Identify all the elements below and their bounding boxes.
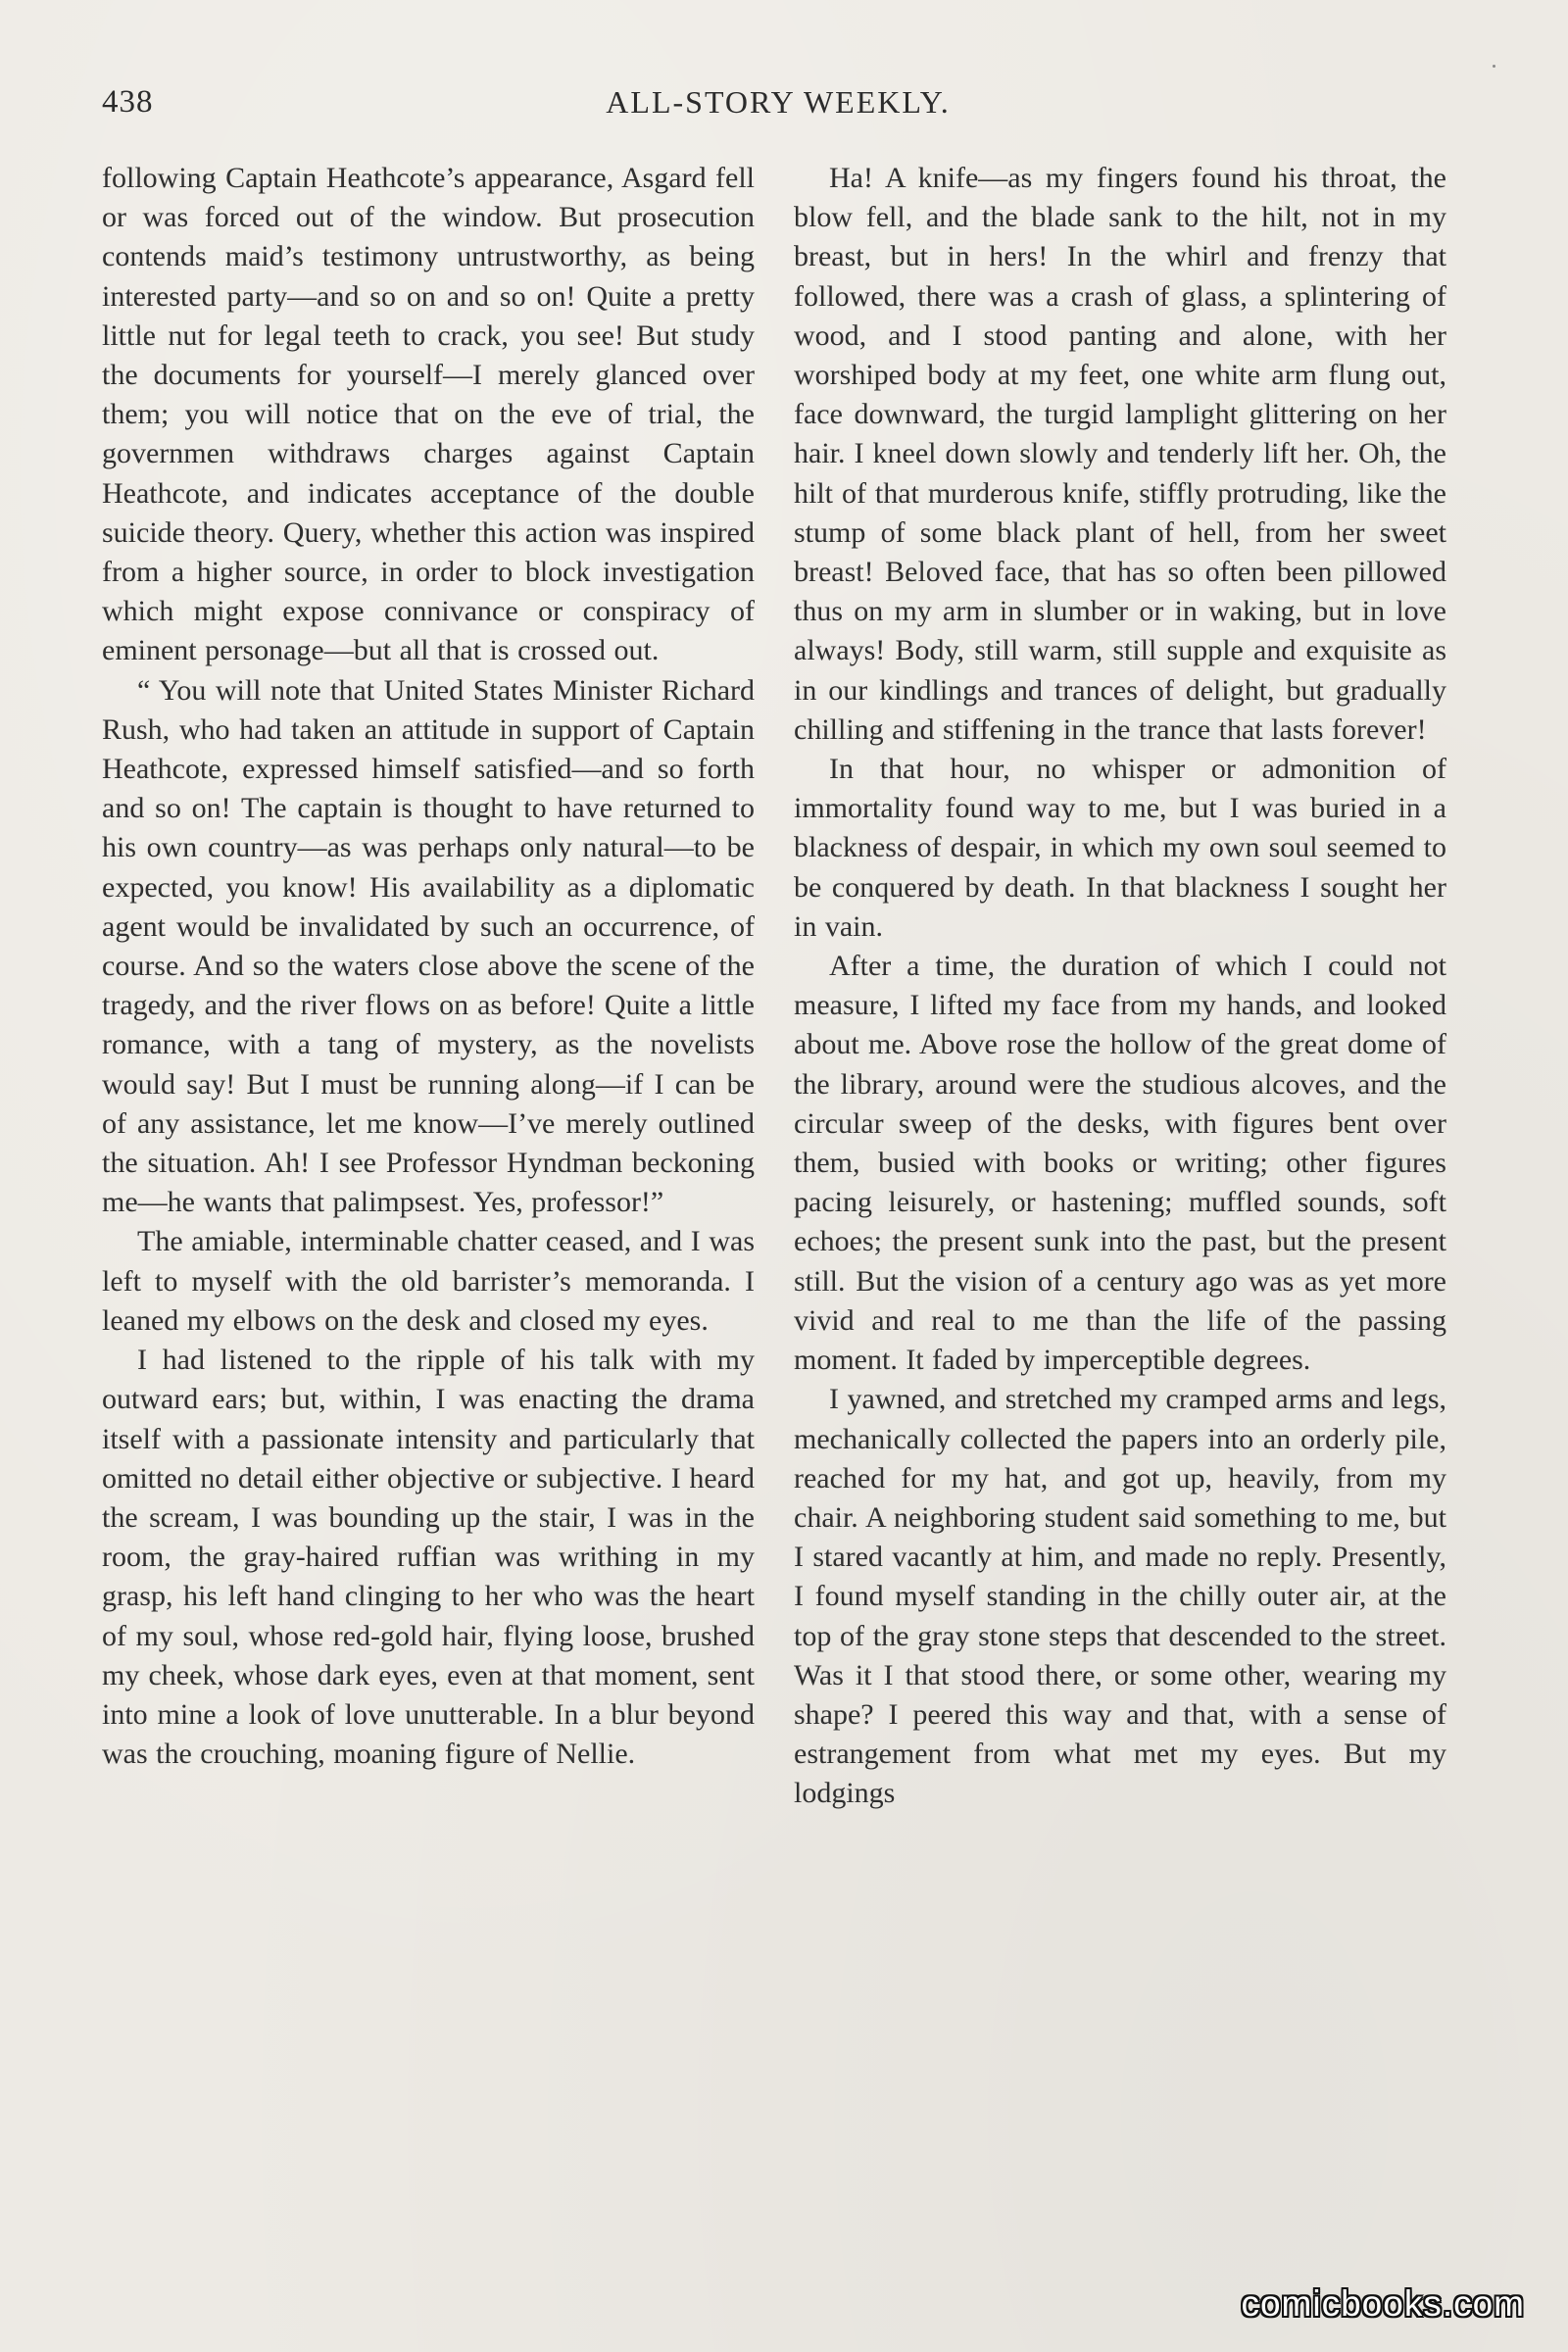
paragraph: following Captain Heathcote’s appearance, Asgard fell or was forced out of the window. But prosecution contends maid’s testimony untrustworthy, as being interested party—and so on and so on! Quite a pretty little nut for legal teeth to crack, you see! But study the documents for yourself—I merely glanced over them; you will notice that on the eve of trial, the governmen withdraws charges against Captain Heathcote, and indicates acceptance of the double suicide theory. Query, whether this action was inspired from a higher source, in order to block investigation which might expose connivance or conspiracy of eminent personage—but all that is crossed out. [102,162,755,667]
paragraph: Ha! A knife—as my fingers found his throat, the blow fell, and the blade sank to the hilt, not in my breast, but in hers! In the whirl and frenzy that followed, there was a crash of glass, a splintering of wood, and I stood panting and alone, with her worshiped body at my feet, one white arm flung out, face downward, the turgid lamplight glittering on her hair. I kneel down slowly and tenderly lift her. Oh, the hilt of that murderous knife, stiffly protruding, like the stump of some black plant of hell, from her sweet breast! Beloved face, that has so often been pillowed thus on my arm in slumber or in waking, but in love always! Body, still warm, still supple and exquisite as in our kindlings and trances of delight, but gradually chilling and stiffening in the trance that lasts forever! [794,162,1446,746]
left-column [102,159,755,1774]
right-column [794,159,1446,1814]
paragraph: In that hour, no whisper or admonition of immortality found way to me, but I was buried in a blackness of despair, in which my own soul seemed to be conquered by death. In that blackness I sought her in vain. [794,753,1446,943]
paragraph: “ You will note that United States Minister Richard Rush, who had taken an attitude in support of Captain Heathcote, expressed himself satisfied—and so forth and so on! The captain is thought to have returned to his own country—as was perhaps only natural—to be expected, you know! His availability as a diplomatic agent would be invalidated by such an occurrence, of course. And so the waters close above the scene of the tragedy, and the river flows on as before! Quite a little romance, with a tang of mystery, as the novelists would say! But I must be running along—if I can be of any assistance, let me know—I’ve merely outlined the situation. Ah! I see Professor Hyndman beckoning me—he wants that palimpsest. Yes, professor!” [102,673,755,1219]
paragraph: I had listened to the ripple of his talk with my outward ears; but, within, I was enacting the drama itself with a passionate intensity and particularly that omitted no detail either objective or subjective. I heard the scream, I was bounding up the stair, I was in the room, the gray-haired ruffian was writhing in my grasp, his left hand clinging to her who was the heart of my soul, whose red-gold hair, flying loose, brushed my cheek, whose dark eyes, even at that moment, sent into mine a look of love unutterable. In a blur beyond was the crouching, moaning figure of Nellie. [102,1344,755,1771]
paper-speck [1493,65,1495,68]
running-title: ALL-STORY WEEKLY. [606,84,951,120]
paragraph: After a time, the duration of which I could not measure, I lifted my face from my hands, and looked about me. Above rose the hollow of the great dome of the library, around were the studious alcoves, and the circular sweep of the desks, with figures bent over them, busied with books or writing; other figures pacing leisurely, or hastening; muffled sounds, soft echoes; the present sunk into the past, but the present still. But the vision of a century ago was as yet more vivid and real to me than the life of the passing moment. It faded by imperceptible degrees. [794,950,1446,1377]
page-number: 438 [102,84,154,120]
paragraph: I yawned, and stretched my cramped arms and legs, mechanically collected the papers into an orderly pile, reached for my hat, and got up, heavily, from my chair. A neighboring student said something to me, but I stared vacantly at him, and made no reply. Presently, I found myself standing in the chilly outer air, at the top of the gray stone steps that descended to the street. Was it I that stood there, or some other, wearing my shape? I peered this way and that, with a sense of estrangement from what met my eyes. But my lodgings [794,1383,1446,1810]
page-header [102,84,1454,139]
watermark-logo: comicbooks.com [1241,2283,1525,2324]
paragraph: The amiable, interminable chatter ceased, and I was left to myself with the old barrister’s memoranda. I leaned my elbows on the desk and closed my eyes. [102,1225,755,1337]
